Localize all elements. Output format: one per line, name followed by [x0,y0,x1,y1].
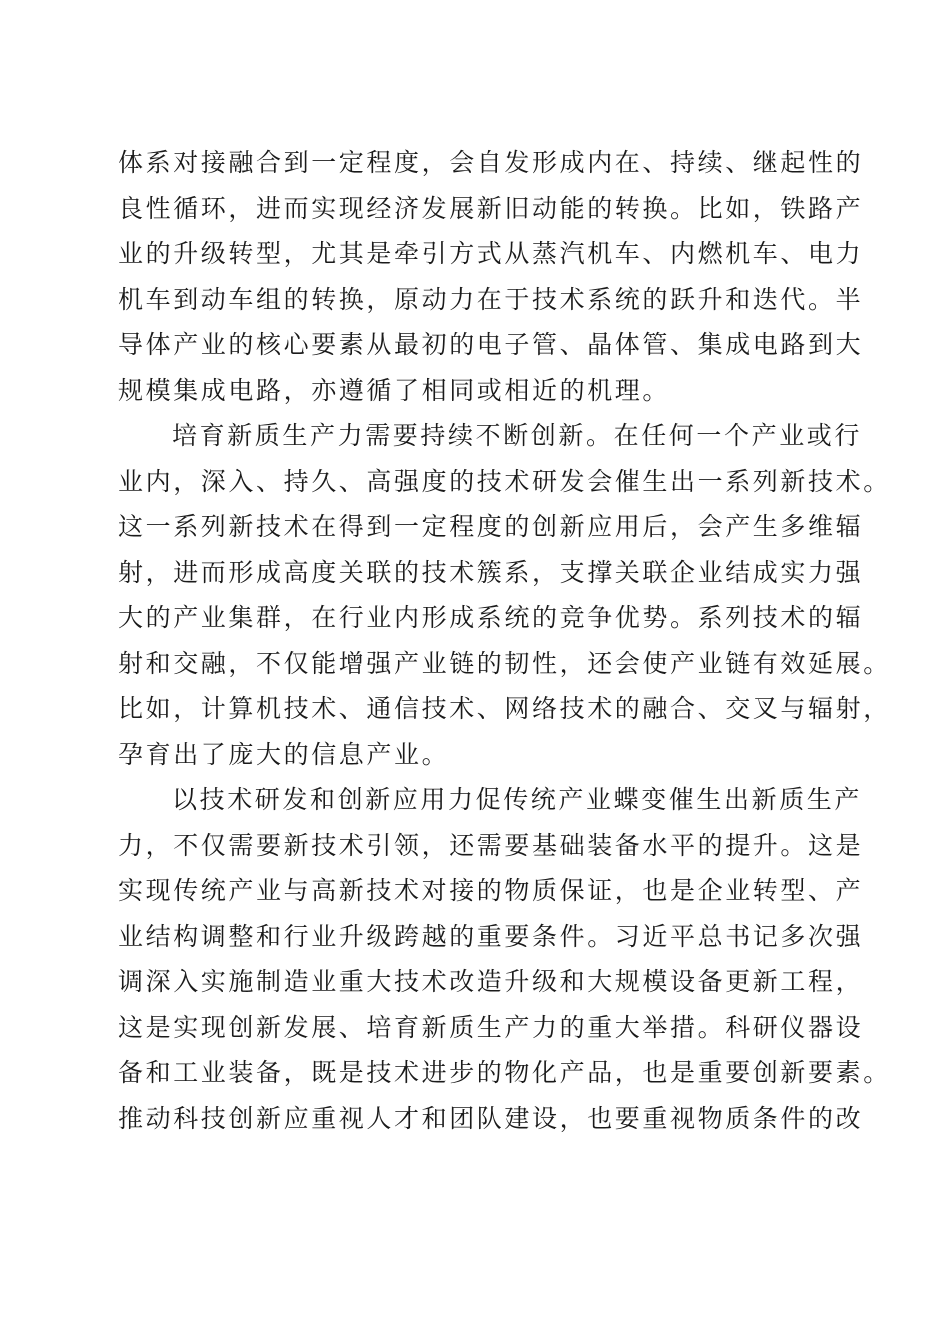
text-line: 这一系列新技术在得到一定程度的创新应用后，会产生多维辐 [118,512,864,541]
text-line: 培育新质生产力需要持续不断创新。在任何一个产业或行 [172,421,863,450]
text-line: 推动科技创新应重视人才和团队建设，也要重视物质条件的改 [118,1103,864,1133]
text-line: 备和工业装备，既是技术进步的物化产品，也是重要创新要素。 [118,1058,891,1087]
text-line: 业内，深入、持久、高强度的技术研发会催生出一系列新技术。 [118,466,891,496]
paragraph-1 [118,140,864,413]
text-line: 体系对接融合到一定程度，会自发形成内在、持续、继起性的 [118,148,864,177]
text-line: 以技术研发和创新应用力促传统产业蝶变催生出新质生产 [172,785,863,814]
text-line: 良性循环，进而实现经济发展新旧动能的转换。比如，铁路产 [118,193,864,223]
text-line: 大的产业集群，在行业内形成系统的竞争优势。系列技术的辐 [118,603,864,632]
text-line: 比如，计算机技术、通信技术、网络技术的融合、交叉与辐射， [118,694,891,723]
text-line: 孕育出了庞大的信息产业。 [118,739,450,769]
text-line: 业的升级转型，尤其是牵引方式从蒸汽机车、内燃机车、电力 [118,239,864,268]
text-line: 调深入实施制造业重大技术改造升级和大规模设备更新工程， [118,967,864,996]
text-line: 导体产业的核心要素从最初的电子管、晶体管、集成电路到大 [118,330,864,359]
text-line: 规模集成电路，亦遵循了相同或相近的机理。 [118,375,671,405]
text-line: 射，进而形成高度关联的技术簇系，支撑关联企业结成实力强 [118,557,864,587]
body-text [118,140,891,1141]
text-line: 机车到动车组的转换，原动力在于技术系统的跃升和迭代。半 [118,284,864,314]
text-line: 这是实现创新发展、培育新质生产力的重大举措。科研仪器设 [118,1012,864,1042]
text-line: 业结构调整和行业升级跨越的重要条件。习近平总书记多次强 [118,921,864,951]
paragraph-2 [118,413,891,777]
text-line: 射和交融，不仅能增强产业链的韧性，还会使产业链有效延展。 [118,648,891,678]
text-line: 力，不仅需要新技术引领，还需要基础装备水平的提升。这是 [118,830,864,860]
paragraph-3 [118,777,891,1141]
text-line: 实现传统产业与高新技术对接的物质保证，也是企业转型、产 [118,876,864,905]
